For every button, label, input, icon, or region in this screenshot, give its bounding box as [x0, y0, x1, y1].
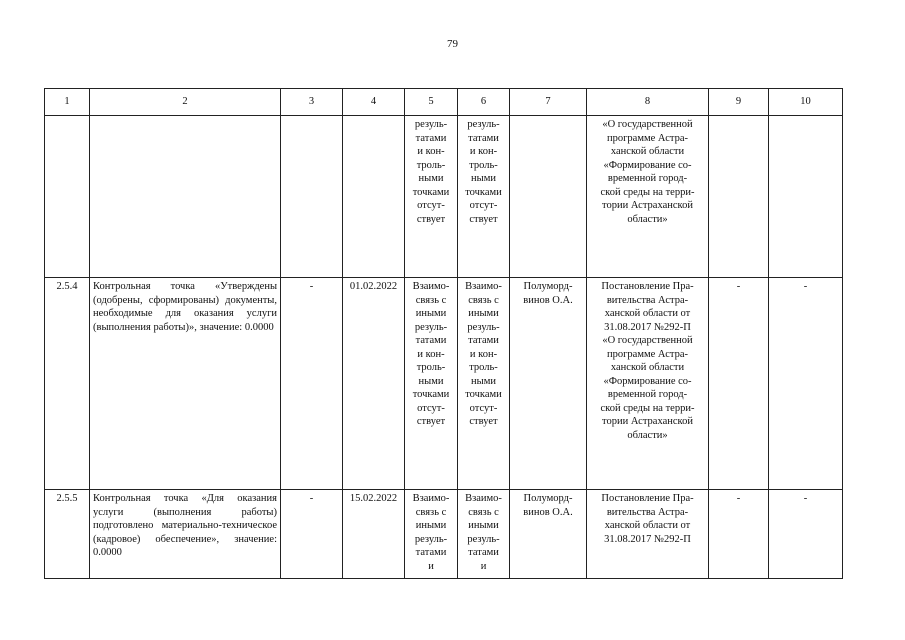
- column-9-cell: -: [709, 490, 769, 579]
- document-cell: Постановление Пра- вительства Астра- ханской области от 31.08.2017 №292-П «О государственной программе Астра- ханской области «Формирование со- временной город- ской среды на терри- тории Астраханской области»: [587, 278, 709, 490]
- row-name-cell: [90, 116, 281, 278]
- table-header-row: [45, 89, 843, 116]
- header-cell: 10: [769, 89, 843, 116]
- column-3-cell: -: [281, 278, 343, 490]
- responsible-cell: Полуморд- винов О.А.: [510, 278, 587, 490]
- responsible-cell: Полуморд- винов О.А.: [510, 490, 587, 579]
- column-10-cell: -: [769, 278, 843, 490]
- document-cell: Постановление Пра- вительства Астра- ханской области от 31.08.2017 №292-П: [587, 490, 709, 579]
- row-name-cell: Контрольная точка «Для оказания услуги (выполнения работы) подготовлено материально-техническое (кадровое) обеспечение», значение: 0.0000: [90, 490, 281, 579]
- column-10-cell: -: [769, 490, 843, 579]
- column-6-cell: резуль- татами и кон- троль- ными точками отсут- ствует: [458, 116, 510, 278]
- header-cell: 5: [405, 89, 458, 116]
- header-cell: 2: [90, 89, 281, 116]
- table-row: [45, 490, 843, 579]
- column-9-cell: [709, 116, 769, 278]
- row-name-cell: Контрольная точка «Утверждены (одобрены, сформированы) документы, необходимые для оказания услуги (выполнения работы)», значение: 0.0000: [90, 278, 281, 490]
- column-5-cell: Взаимо- связь с иными резуль- татами и кон- троль- ными точками отсут- ствует: [405, 278, 458, 490]
- date-cell: 15.02.2022: [343, 490, 405, 579]
- table-row: [45, 278, 843, 490]
- header-cell: 7: [510, 89, 587, 116]
- row-number-cell: [45, 116, 90, 278]
- column-9-cell: -: [709, 278, 769, 490]
- page-number: 79: [447, 38, 458, 50]
- column-5-cell: Взаимо- связь с иными резуль- татами и: [405, 490, 458, 579]
- header-cell: 8: [587, 89, 709, 116]
- header-cell: 4: [343, 89, 405, 116]
- column-6-cell: Взаимо- связь с иными резуль- татами и кон- троль- ными точками отсут- ствует: [458, 278, 510, 490]
- row-number-cell: 2.5.5: [45, 490, 90, 579]
- row-number-cell: 2.5.4: [45, 278, 90, 490]
- header-cell: 1: [45, 89, 90, 116]
- header-cell: 9: [709, 89, 769, 116]
- column-6-cell: Взаимо- связь с иными резуль- татами и: [458, 490, 510, 579]
- responsible-cell: [510, 116, 587, 278]
- date-cell: [343, 116, 405, 278]
- data-table: [44, 88, 843, 579]
- column-5-cell: резуль- татами и кон- троль- ными точками отсут- ствует: [405, 116, 458, 278]
- header-cell: 3: [281, 89, 343, 116]
- table-row: [45, 116, 843, 278]
- column-10-cell: [769, 116, 843, 278]
- document-cell: «О государственной программе Астра- ханской области «Формирование со- временной город- ской среды на терри- тории Астраханской области»: [587, 116, 709, 278]
- column-3-cell: -: [281, 490, 343, 579]
- header-cell: 6: [458, 89, 510, 116]
- column-3-cell: [281, 116, 343, 278]
- date-cell: 01.02.2022: [343, 278, 405, 490]
